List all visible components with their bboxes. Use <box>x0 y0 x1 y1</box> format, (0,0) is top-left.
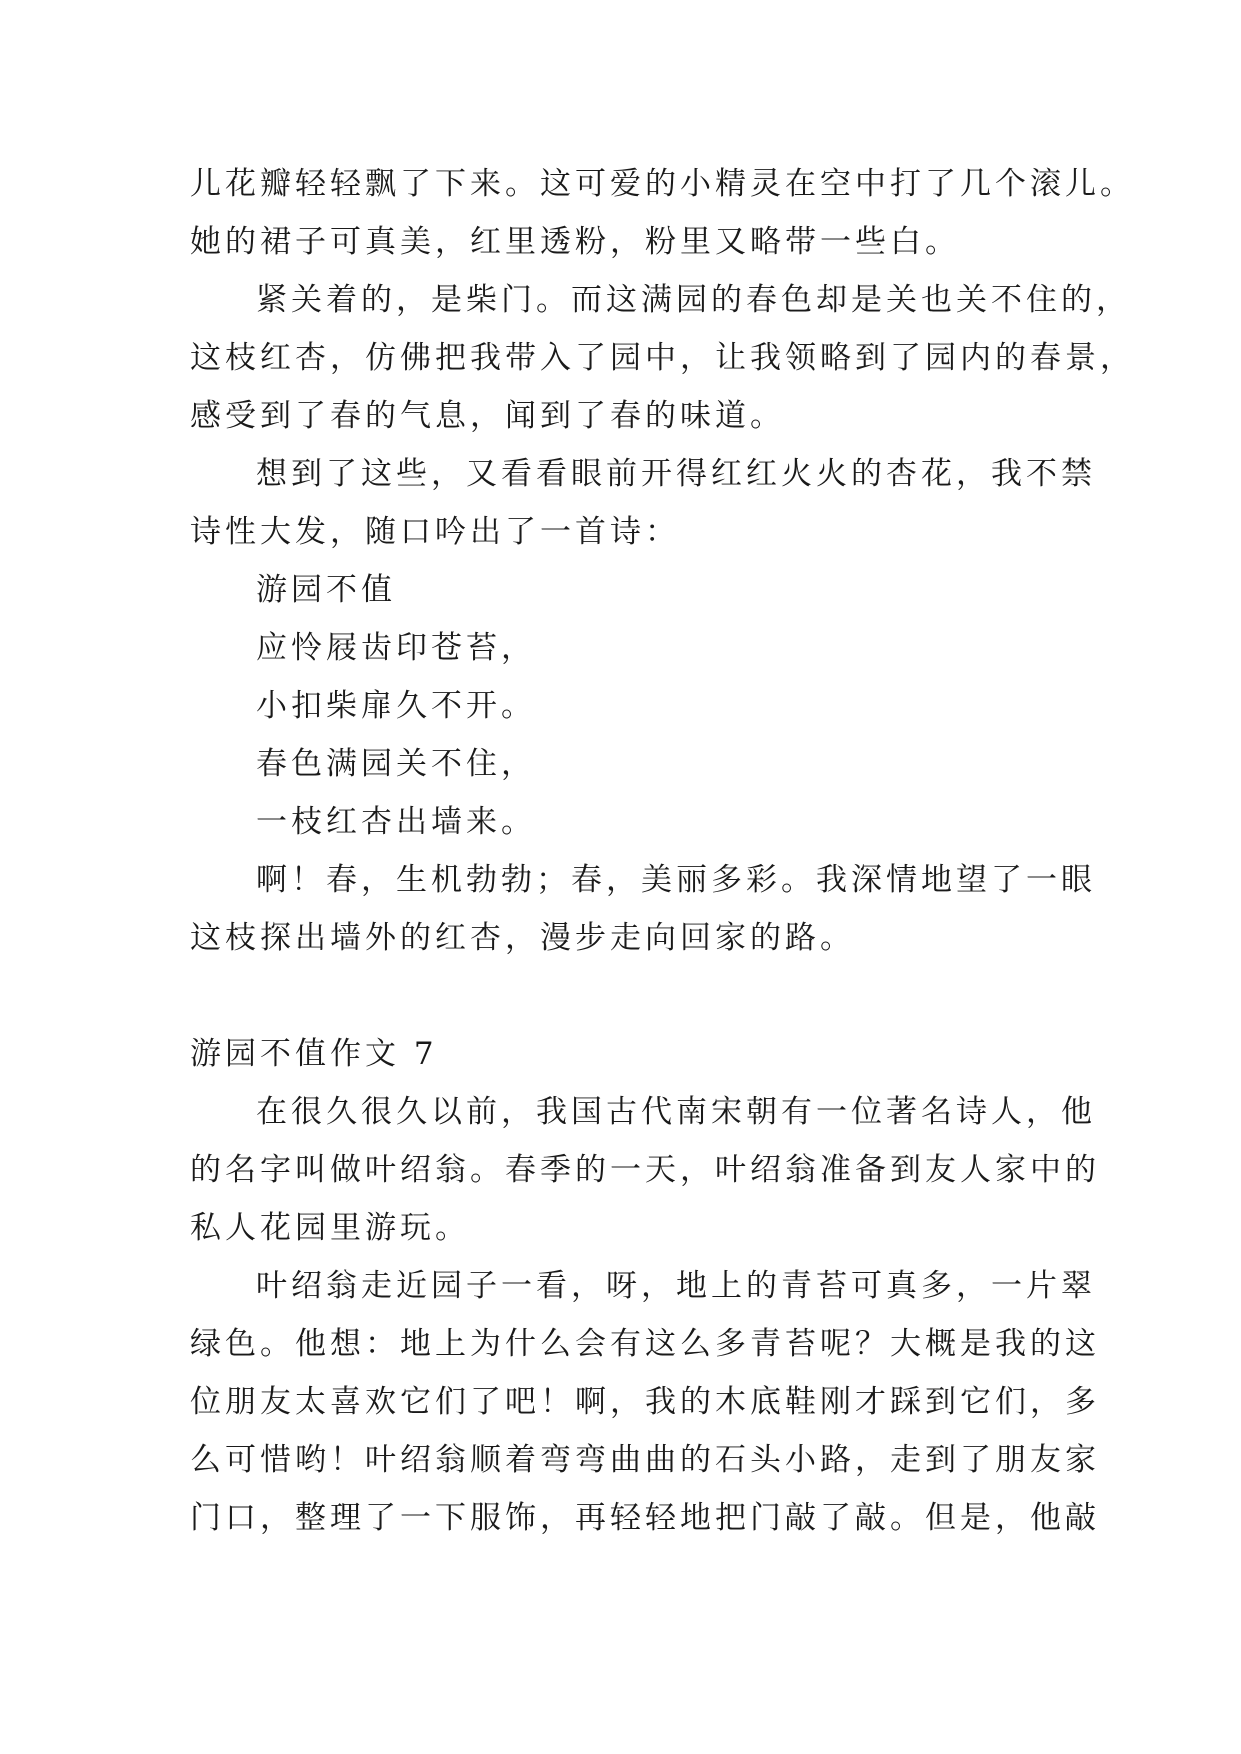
paragraph-start-line: 想到了这些，又看看眼前开得红红火火的杏花，我不禁 <box>256 456 1096 492</box>
section-heading: 游园不值作文 7 <box>190 1036 438 1072</box>
text-line: 的名字叫做叶绍翁。春季的一天，叶绍翁准备到友人家中的 <box>190 1152 1100 1188</box>
text-line: 绿色。他想：地上为什么会有这么多青苔呢？大概是我的这 <box>190 1326 1100 1362</box>
text-line: 门口，整理了一下服饰，再轻轻地把门敲了敲。但是，他敲 <box>190 1500 1100 1536</box>
paragraph-start-line: 在很久很久以前，我国古代南宋朝有一位著名诗人，他 <box>256 1094 1096 1130</box>
text-line: 儿花瓣轻轻飘了下来。这可爱的小精灵在空中打了几个滚儿。 <box>190 166 1135 202</box>
text-line: 诗性大发，随口吟出了一首诗： <box>190 514 680 550</box>
paragraph-start-line: 叶绍翁走近园子一看，呀，地上的青苔可真多，一片翠 <box>256 1268 1096 1304</box>
text-line: 么可惜哟！叶绍翁顺着弯弯曲曲的石头小路，走到了朋友家 <box>190 1442 1100 1478</box>
text-line: 这枝红杏，仿佛把我带入了园中，让我领略到了园内的春景， <box>190 340 1135 376</box>
poem-title: 游园不值 <box>256 572 396 608</box>
text-line: 感受到了春的气息，闻到了春的味道。 <box>190 398 785 434</box>
text-line: 这枝探出墙外的红杏，漫步走向回家的路。 <box>190 920 855 956</box>
paragraph-start-line: 紧关着的，是柴门。而这满园的春色却是关也关不住的， <box>256 282 1131 318</box>
poem-line: 春色满园关不住， <box>256 746 536 782</box>
poem-line: 小扣柴扉久不开。 <box>256 688 536 724</box>
paragraph-start-line: 啊！春，生机勃勃；春，美丽多彩。我深情地望了一眼 <box>256 862 1096 898</box>
text-line: 她的裙子可真美，红里透粉，粉里又略带一些白。 <box>190 224 960 260</box>
poem-line: 应怜屐齿印苍苔， <box>256 630 536 666</box>
poem-line: 一枝红杏出墙来。 <box>256 804 536 840</box>
text-line: 位朋友太喜欢它们了吧！啊，我的木底鞋刚才踩到它们，多 <box>190 1384 1100 1420</box>
text-line: 私人花园里游玩。 <box>190 1210 470 1246</box>
